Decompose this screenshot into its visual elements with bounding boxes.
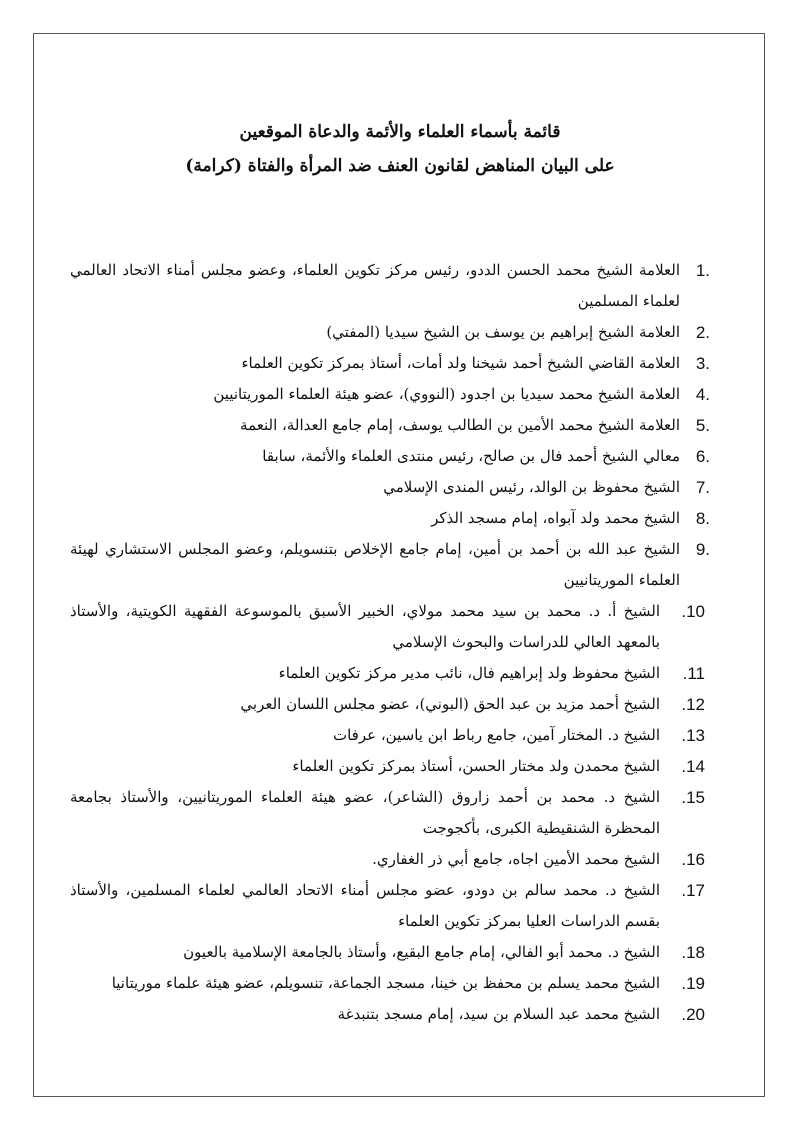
- list-item: [70, 472, 710, 503]
- item-number: .16: [681, 850, 705, 869]
- item-text: العلامة الشيخ محمد الحسن الددو، رئيس مركز تكوين العلماء، وعضو مجلس أمناء الاتحاد العالمي لعلماء المسلمين: [70, 261, 680, 310]
- list-item: [70, 937, 710, 968]
- item-number: 3.: [695, 354, 710, 373]
- item-text: الشيخ محمد الأمين اجاه، جامع أبي ذر الغفاري.: [372, 850, 660, 868]
- list-item: [70, 503, 710, 534]
- item-number: 1.: [695, 261, 710, 280]
- list-item: [70, 534, 710, 596]
- list-item: [70, 999, 710, 1030]
- list-item: [70, 255, 710, 317]
- list-item: [70, 379, 710, 410]
- list-item: [70, 782, 710, 844]
- item-number: .11: [682, 664, 705, 683]
- list-item: [70, 968, 710, 999]
- item-text: العلامة الشيخ محمد سيديا بن اجدود (النووي)، عضو هيئة العلماء الموريتانيين: [213, 385, 680, 403]
- list-item: [70, 596, 710, 658]
- document-subtitle: على البيان المناهض لقانون العنف ضد المرأة والفتاة (كرامة): [185, 156, 615, 176]
- item-number: .13: [681, 726, 705, 745]
- list-item: [70, 751, 710, 782]
- list-item: [70, 875, 710, 937]
- list-item: [70, 441, 710, 472]
- item-text: الشيخ محمدن ولد مختار الحسن، أستاذ بمركز تكوين العلماء: [292, 757, 660, 775]
- list-item: [70, 658, 710, 689]
- item-text: الشيخ عبد الله بن أحمد بن أمين، إمام جامع الإخلاص بتنسويلم، وعضو المجلس الاستشاري لهيئة العلماء الموريتانيين: [70, 540, 680, 589]
- item-number: .12: [681, 695, 705, 714]
- item-text: الشيخ د. محمد أبو الفالي، إمام جامع البقيع، وأستاذ بالجامعة الإسلامية بالعيون: [183, 943, 660, 961]
- item-text: الشيخ محمد ولد آبواه، إمام مسجد الذكر: [431, 509, 680, 527]
- item-number: 2.: [695, 323, 710, 342]
- item-number: .15: [681, 788, 705, 807]
- item-number: .14: [681, 757, 705, 776]
- list-item: [70, 410, 710, 441]
- item-number: 5.: [695, 416, 710, 435]
- item-text: الشيخ أ. د. محمد بن سيد محمد مولاي، الخبير الأسبق بالموسوعة الفقهية الكويتية، والأستاذ بالمعهد العالي للدراسات والبحوث الإسلامي: [70, 602, 660, 651]
- list-item: [70, 348, 710, 379]
- item-text: معالي الشيخ أحمد فال بن صالح، رئيس منتدى العلماء والأئمة، سابقا: [262, 447, 680, 465]
- item-text: الشيخ د. محمد سالم بن دودو، عضو مجلس أمناء الاتحاد العالمي لعلماء المسلمين، والأستاذ بقسم الدراسات العليا بمركز تكوين العلماء: [70, 881, 660, 930]
- item-text: الشيخ أحمد مزيد بن عبد الحق (البوني)، عضو مجلس اللسان العربي: [240, 695, 660, 713]
- item-text: الشيخ د. محمد بن أحمد زاروق (الشاعر)، عضو هيئة العلماء الموريتانيين، والأستاذ بجامعة المحظرة الشنقيطية الكبرى، بأكجوجت: [70, 788, 660, 837]
- list-item: [70, 317, 710, 348]
- list-item: [70, 720, 710, 751]
- item-text: العلامة الشيخ محمد الأمين بن الطالب يوسف، إمام جامع العدالة، النعمة: [240, 416, 680, 434]
- item-text: الشيخ محفوظ ولد إبراهيم فال، نائب مدير مركز تكوين العلماء: [278, 664, 660, 682]
- item-text: الشيخ محمد يسلم بن محفظ بن خينا، مسجد الجماعة، تنسويلم، عضو هيئة علماء موريتانيا: [111, 974, 660, 992]
- item-text: العلامة الشيخ إبراهيم بن يوسف بن الشيخ سيديا (المفتي): [326, 323, 680, 341]
- signatories-list: [70, 255, 710, 1030]
- item-text: الشيخ محمد عبد السلام بن سيد، إمام مسجد بتنبدغة: [337, 1005, 660, 1023]
- item-number: .18: [681, 943, 705, 962]
- item-number: 8.: [695, 509, 710, 528]
- list-item: [70, 689, 710, 720]
- item-number: .10: [681, 602, 705, 621]
- item-number: .20: [681, 1005, 705, 1024]
- item-text: الشيخ د. المختار آمين، جامع رباط ابن ياسين، عرفات: [332, 726, 660, 744]
- document-title: قائمة بأسماء العلماء والأئمة والدعاة الموقعين: [239, 122, 561, 142]
- item-number: 9.: [695, 540, 710, 559]
- item-text: العلامة القاضي الشيخ أحمد شيخنا ولد أمات، أستاذ بمركز تكوين العلماء: [241, 354, 680, 372]
- item-number: 7.: [695, 478, 710, 497]
- item-number: 4.: [695, 385, 710, 404]
- list-item: [70, 844, 710, 875]
- item-number: .19: [681, 974, 705, 993]
- item-text: الشيخ محفوظ بن الوالد، رئيس المندى الإسلامي: [383, 478, 680, 496]
- item-number: 6.: [695, 447, 710, 466]
- item-number: .17: [681, 881, 705, 900]
